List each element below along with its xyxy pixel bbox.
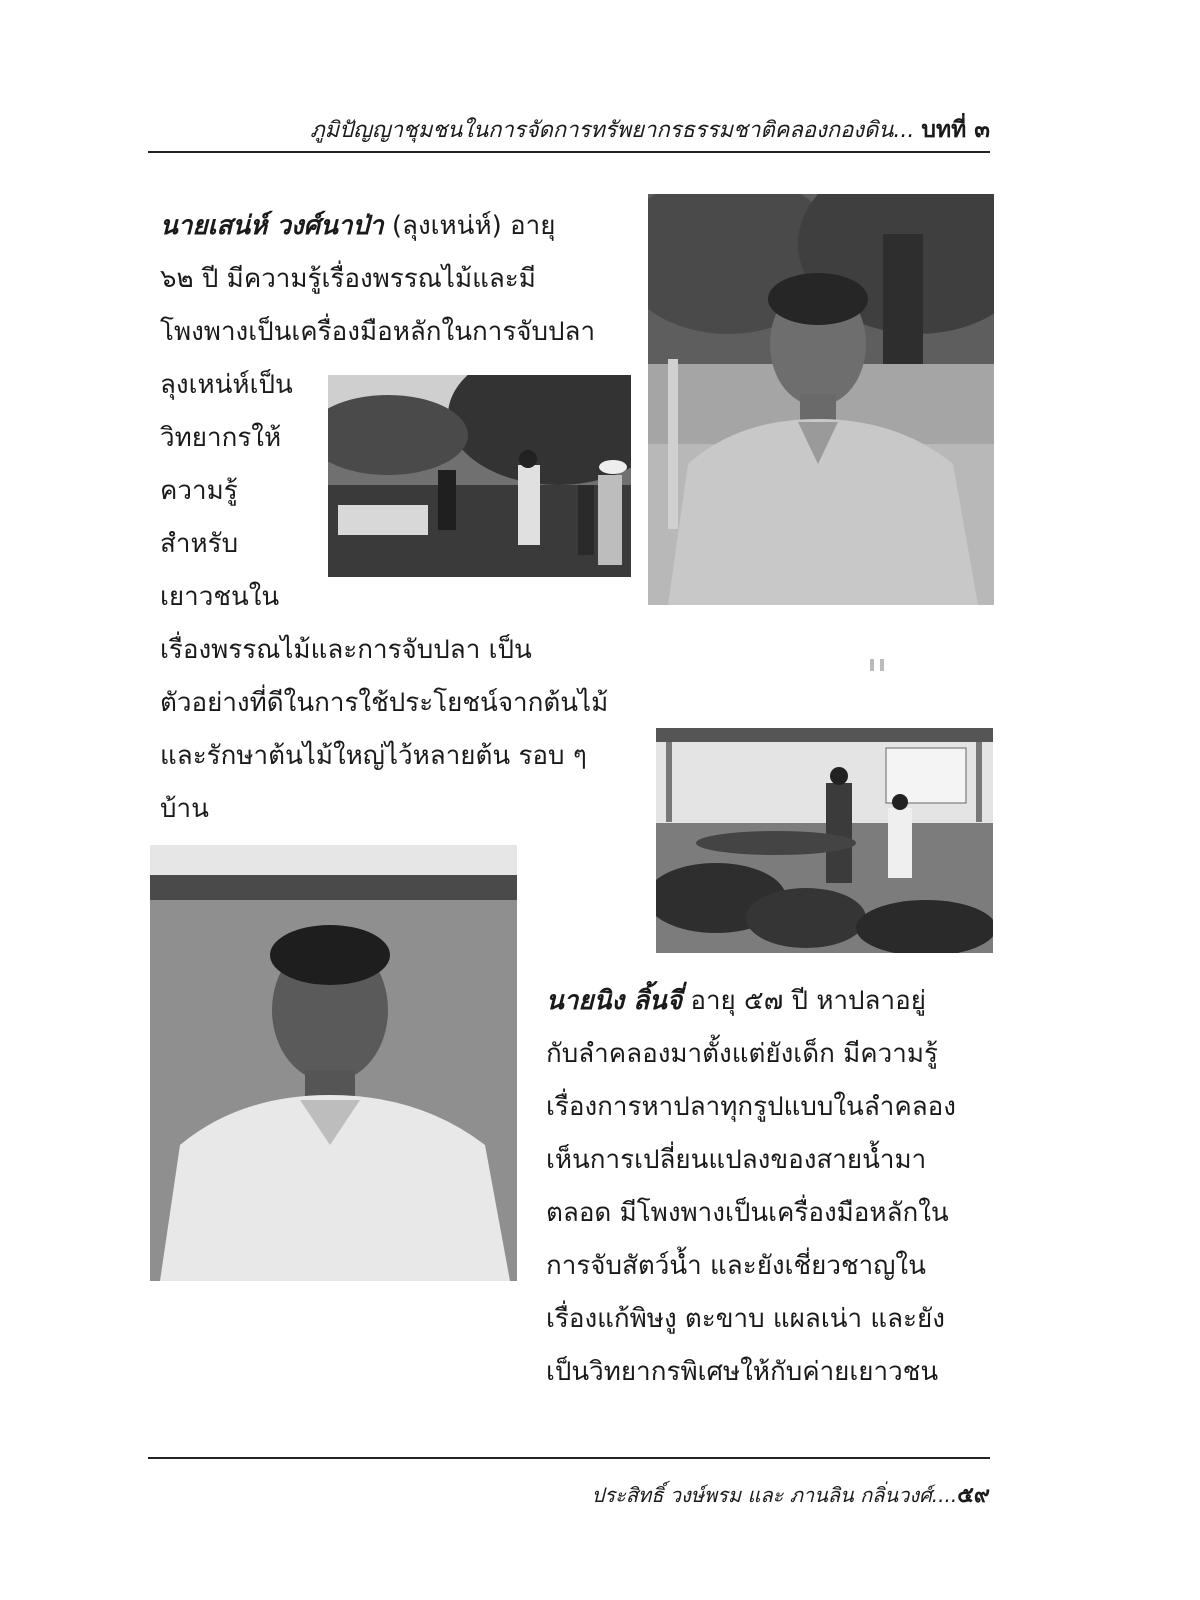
section1-line: ลุงเหน่ห์เป็น xyxy=(160,370,293,400)
section2-line: เรื่องการหาปลาทุกรูปแบบในลำคลอง xyxy=(546,1092,956,1122)
section1-line: เยาวชนใน xyxy=(160,582,280,612)
section2-line: เห็นการเปลี่ยนแปลงของสายน้ำมา xyxy=(546,1145,927,1175)
person2-line1: อายุ ๕๗ ปี หาปลาอยู่ xyxy=(682,986,926,1016)
section1-line: วิทยากรให้ xyxy=(160,423,282,453)
person2-name: นายนิง ลิ้นจี่ xyxy=(546,986,683,1016)
section2-line: การจับสัตว์น้ำ และยังเชี่ยวชาญใน xyxy=(546,1251,926,1281)
section1-line: บ้าน xyxy=(160,794,209,824)
footer-authors: ประสิทธิ์ วงษ์พรม และ ภานลิน กลิ่นวงศ์.... xyxy=(591,1483,958,1507)
section1-line: ตัวอย่างที่ดีในการใช้ประโยชน์จากต้นไม้ xyxy=(160,688,609,718)
person1-line1: (ลุงเหน่ห์) อายุ xyxy=(383,211,556,241)
section2-line: กับลำคลองมาตั้งแต่ยังเด็ก มีความรู้ xyxy=(546,1039,938,1069)
section1-continued-text xyxy=(160,624,640,836)
person1-name: นายเสน่ห์ วงศ์นาป่า xyxy=(160,211,384,241)
page-number: ๕๙ xyxy=(957,1483,990,1508)
section1-line: เรื่องพรรณไม้และการจับปลา เป็น xyxy=(160,635,532,665)
section1-line: ๖๒ ปี มีความรู้เรื่องพรรณไม้และมี xyxy=(160,264,536,294)
running-header xyxy=(148,112,990,152)
scan-mark xyxy=(870,656,892,670)
section1-intro xyxy=(160,200,630,359)
photo-group-outdoors xyxy=(328,375,631,577)
section2-line: เป็นวิทยากรพิเศษให้กับค่ายเยาวชน xyxy=(546,1357,939,1387)
section1-line: และรักษาต้นไม้ใหญ่ไว้หลายต้น รอบ ๆ xyxy=(160,741,587,771)
section1-line: ความรู้ xyxy=(160,476,238,506)
header-title: ภูมิปัญญาชุมชนในการจัดการทรัพยากรธรรมชาติคลองกองดิน... xyxy=(310,118,915,143)
running-footer xyxy=(148,1477,990,1513)
header-rule xyxy=(148,151,990,153)
photo-indoor-gathering xyxy=(656,728,993,953)
section1-narrow-text xyxy=(160,359,325,624)
section1-line: โพงพางเป็นเครื่องมือหลักในการจับปลา xyxy=(160,317,596,347)
portrait-photo-person2 xyxy=(150,845,517,1281)
section1-line: สำหรับ xyxy=(160,529,239,559)
footer-rule xyxy=(148,1457,990,1459)
section2-text xyxy=(546,975,996,1399)
portrait-photo-person1 xyxy=(648,194,994,605)
header-chapter: บทที่ ๓ xyxy=(921,117,990,143)
section2-line: ตลอด มีโพงพางเป็นเครื่องมือหลักใน xyxy=(546,1198,949,1228)
section2-line: เรื่องแก้พิษงู ตะขาบ แผลเน่า และยัง xyxy=(546,1304,945,1334)
